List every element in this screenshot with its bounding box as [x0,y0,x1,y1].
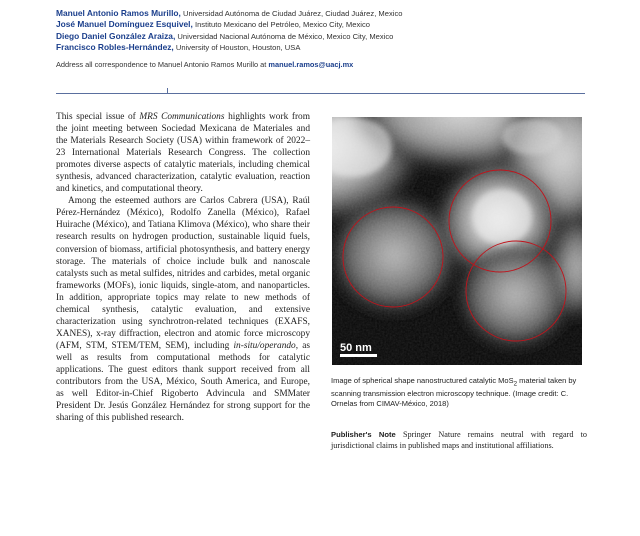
correspondence-text: Address all correspondence to Manuel Antonio Ramos Murillo at [56,59,267,69]
correspondence-email-link[interactable]: manuel.ramos@uacj.mx [268,59,354,69]
authors-paragraph: Among the esteemed authors are Carlos Cabrera (USA), Raúl Pérez-Hernández (México), Rodolfo Zanella (México), Rafael Huirache (México), and Tatiana Klimova (México), who share their research results on hydrogen production, sustainable liquid fuels, conversion of biomass, artificial photosynthesis, and battery energy storage. The materials of choice include bulk and nanoscale catalysts such as metal sulfides, nitrides and carbides, metal organic frameworks (MOFs), ionic liquids, single-atom, and nanoparticles. In addition, appropriate topics may relate to new methods of chemical synthesis, catalytic evaluation, and extensive characterization using synchrotron-related techniques (EXAFS, XANES), x-ray diffraction, electron and atomic force microscopy (AFM, STM, STEM/TEM, SEM), including in-situ/operando, as well as results from computational methods for catalytic applications. The guest editors thank support received from all contributors from the USA, México, South America, and Europe, as well Editor-in-Chief Rigoberto Advincula and SMMater President Dr. Jesús González Hernández for strong support for the sharing of this published research. [56,196,310,424]
stem-micrograph [332,117,582,365]
author-affiliation: Universidad Autónoma de Ciudad Juárez, Ciudad Juárez, Mexico [182,9,403,18]
correspondence-line [56,60,616,70]
author-list [56,8,616,70]
author-entry [56,8,616,19]
author-affiliation: Instituto Mexicano del Petróleo, Mexico City, Mexico [194,20,370,30]
author-affiliation: Universidad Nacional Autónoma de México, Mexico City, Mexico [177,31,394,41]
caption-subscript: 2 [513,380,518,388]
scale-bar [340,354,377,357]
author-entry [56,42,616,53]
author-affiliation: University of Houston, Houston, USA [175,43,301,53]
micrograph-image [332,117,582,365]
publisher-note-label: Publisher's Note [331,430,396,439]
author-entry [56,19,616,30]
author-name: José Manuel Domínguez Esquivel, [56,19,193,30]
publisher-note-text: Springer Nature remains neutral with regard to jurisdictional claims in published maps and institutional affiliations. [331,430,587,450]
author-name: Manuel Antonio Ramos Murillo, [56,8,181,18]
author-entry [56,31,616,42]
body-text-column [56,111,310,424]
figure-caption: Image of spherical shape nanostructured catalytic MoS$_2$ material taken by scanning transmission electron microscopy technique. (Image credit: C. Ornelas from CIMAV-México, 2018) [331,376,577,408]
author-name: Diego Daniel González Araiza, [56,30,176,41]
publisher-note [331,430,587,451]
author-name: Francisco Robles-Hernández, [56,42,174,53]
header-divider [56,93,585,94]
intro-paragraph: This special issue of MRS Communications highlights work from the joint meeting between Sociedad Mexicana de Materiales and the Materials Research Society (USA) within framework of 2022–23 International Materials Research Congress. The collection promotes diverse aspects of catalytic materials, including chemical synthesis, advanced characterization, catalytic evaluation, reaction and kinetics, and computational theory. [56,112,310,195]
journal-name: MRS Communications [139,112,225,122]
insitu-term: in-situ/operando [233,340,296,351]
scale-bar-label: 50 nm [340,342,372,354]
